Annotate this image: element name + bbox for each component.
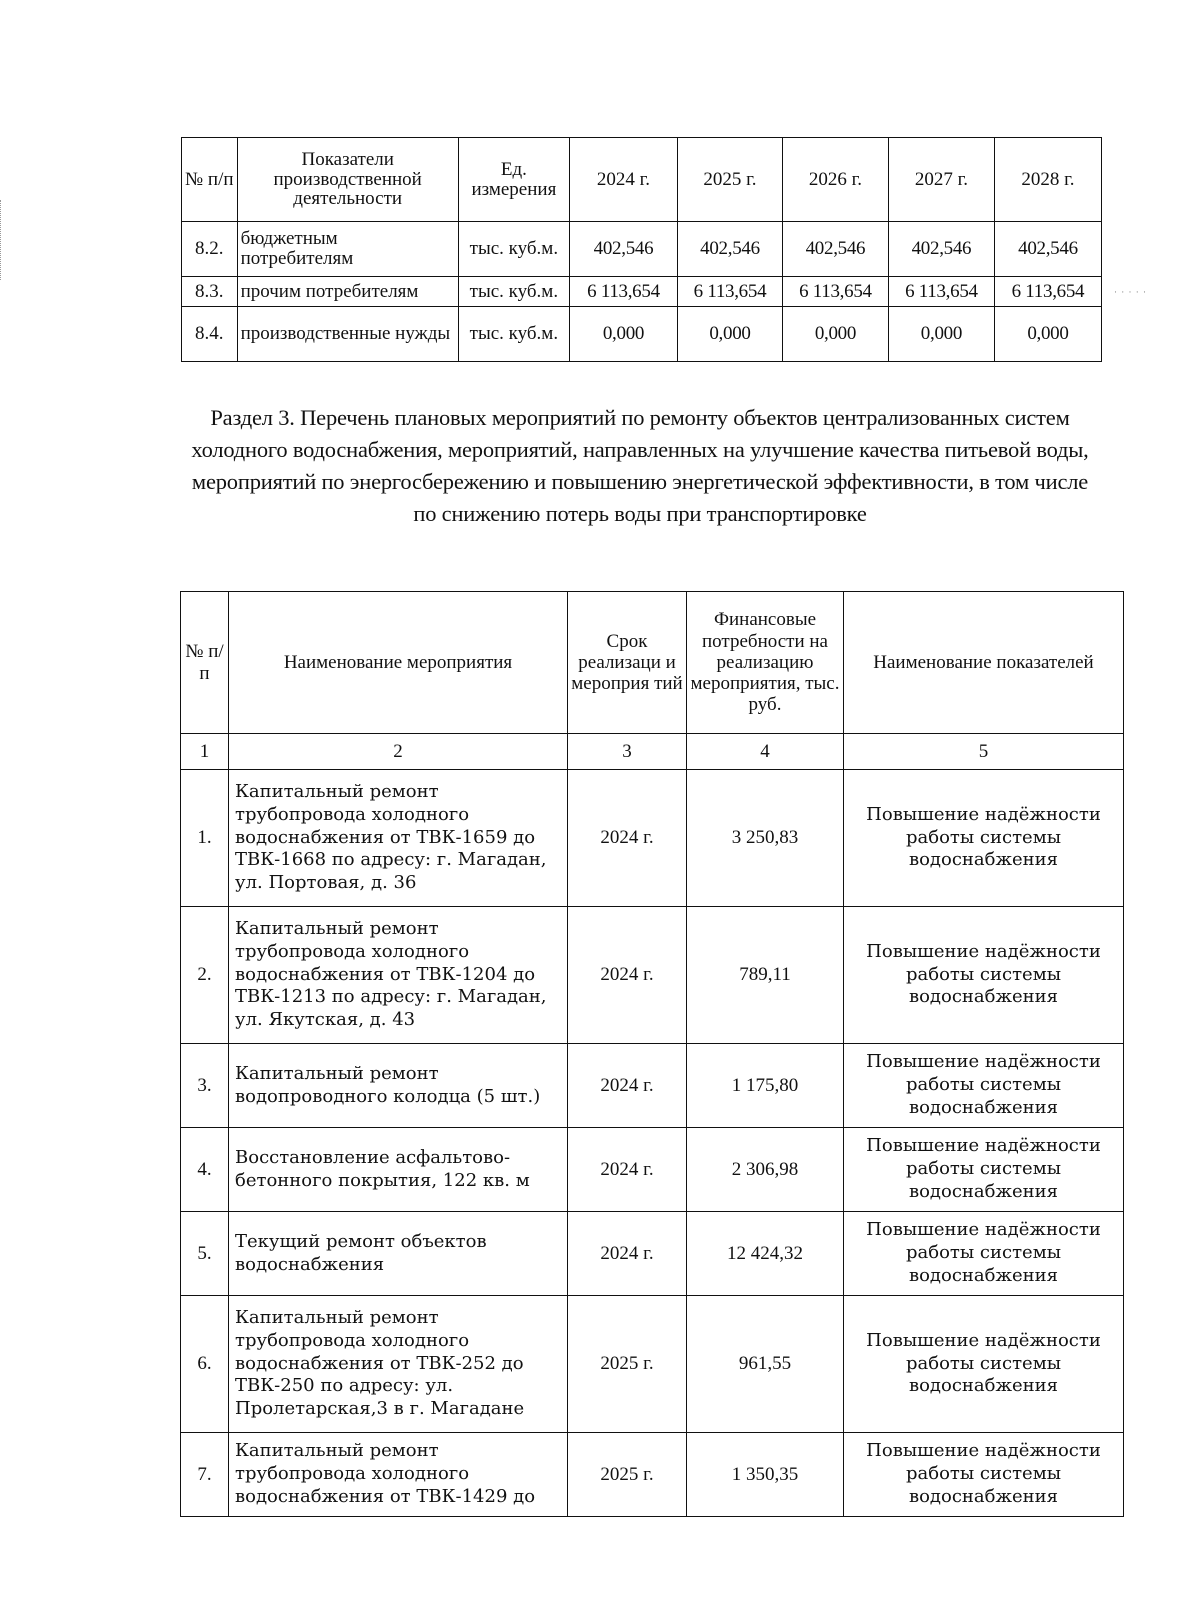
measure-name: Капитальный ремонт трубопровода холодного водоснабжения от ТВК-1429 до	[229, 1433, 568, 1517]
table2-header-num: № п/п	[181, 592, 229, 734]
row-number: 8.2.	[182, 222, 238, 277]
table-row	[181, 1044, 1124, 1128]
measure-amount: 12 424,32	[687, 1212, 844, 1296]
row-number: 2.	[181, 907, 229, 1044]
measure-term: 2025 г.	[568, 1433, 687, 1517]
table-row	[182, 222, 1102, 277]
table2-header-row	[181, 592, 1124, 734]
table2-header-amount: Финансовые потребности на реализацию мероприятия, тыс. руб.	[687, 592, 844, 734]
scan-noise-mark: · · · · ·	[1114, 287, 1147, 297]
measure-name: Капитальный ремонт трубопровода холодного водоснабжения от ТВК-1204 до ТВК-1213 по адресу: г. Магадан, ул. Якутская, д. 43	[229, 907, 568, 1044]
table2-header-term: Срок реализаци и мероприя тий	[568, 592, 687, 734]
column-number: 4	[687, 734, 844, 770]
table1-header-num: № п/п	[182, 138, 238, 222]
table-row	[181, 1296, 1124, 1433]
table2-column-numbers-row	[181, 734, 1124, 770]
row-number: 5.	[181, 1212, 229, 1296]
measure-indicator: Повышение надёжности работы системы водоснабжения	[844, 1128, 1124, 1212]
table1-header-2025: 2025 г.	[678, 138, 783, 222]
measure-amount: 2 306,98	[687, 1128, 844, 1212]
table1-header-2027: 2027 г.	[888, 138, 994, 222]
measure-indicator: Повышение надёжности работы системы водоснабжения	[844, 1433, 1124, 1517]
value-2024: 402,546	[569, 222, 677, 277]
measure-term: 2024 г.	[568, 1212, 687, 1296]
value-2025: 0,000	[678, 307, 783, 362]
measure-term: 2024 г.	[568, 907, 687, 1044]
measure-term: 2024 г.	[568, 770, 687, 907]
measure-term: 2024 г.	[568, 1044, 687, 1128]
table-row	[182, 277, 1102, 307]
measure-amount: 961,55	[687, 1296, 844, 1433]
value-2025: 402,546	[678, 222, 783, 277]
row-number: 4.	[181, 1128, 229, 1212]
row-unit: тыс. куб.м.	[458, 222, 569, 277]
table1-header-2026: 2026 г.	[782, 138, 888, 222]
value-2026: 0,000	[782, 307, 888, 362]
table1-header-unit: Ед. измерения	[458, 138, 569, 222]
measure-term: 2024 г.	[568, 1128, 687, 1212]
row-indicator: производственные нужды	[237, 307, 458, 362]
table1-header-row	[182, 138, 1102, 222]
value-2027: 6 113,654	[888, 277, 994, 307]
row-number: 7.	[181, 1433, 229, 1517]
value-2026: 6 113,654	[782, 277, 888, 307]
measure-amount: 789,11	[687, 907, 844, 1044]
row-number: 8.3.	[182, 277, 238, 307]
measure-term: 2025 г.	[568, 1296, 687, 1433]
table1-header-2028: 2028 г.	[994, 138, 1101, 222]
row-number: 6.	[181, 1296, 229, 1433]
value-2027: 0,000	[888, 307, 994, 362]
column-number: 3	[568, 734, 687, 770]
row-number: 1.	[181, 770, 229, 907]
table-row	[181, 1128, 1124, 1212]
table1-header-indicator: Показатели производственной деятельности	[237, 138, 458, 222]
value-2028: 0,000	[994, 307, 1101, 362]
column-number: 5	[844, 734, 1124, 770]
column-number: 2	[229, 734, 568, 770]
value-2024: 0,000	[569, 307, 677, 362]
table1-header-2024: 2024 г.	[569, 138, 677, 222]
value-2025: 6 113,654	[678, 277, 783, 307]
row-number: 8.4.	[182, 307, 238, 362]
section-heading: Раздел 3. Перечень плановых мероприятий по ремонту объектов централизованных систем холодного водоснабжения, мероприятий, направленных на улучшение качества питьевой воды, мероприятий по энергосбережению и повышению энергетической эффективности, в том числе по снижению потерь воды при транспортировке	[191, 405, 1089, 526]
row-number: 3.	[181, 1044, 229, 1128]
measure-amount: 1 175,80	[687, 1044, 844, 1128]
scan-edge-mark	[0, 200, 4, 280]
measure-indicator: Повышение надёжности работы системы водоснабжения	[844, 1296, 1124, 1433]
table-row	[181, 1212, 1124, 1296]
row-indicator: прочим потребителям	[237, 277, 458, 307]
row-unit: тыс. куб.м.	[458, 277, 569, 307]
table2-header-indicator: Наименование показателей	[844, 592, 1124, 734]
table-row	[182, 307, 1102, 362]
measure-indicator: Повышение надёжности работы системы водоснабжения	[844, 1212, 1124, 1296]
row-indicator: бюджетным потребителям	[237, 222, 458, 277]
production-indicators-table	[181, 137, 1102, 362]
measure-indicator: Повышение надёжности работы системы водоснабжения	[844, 907, 1124, 1044]
value-2026: 402,546	[782, 222, 888, 277]
measure-indicator: Повышение надёжности работы системы водоснабжения	[844, 770, 1124, 907]
measure-indicator: Повышение надёжности работы системы водоснабжения	[844, 1044, 1124, 1128]
measure-name: Капитальный ремонт трубопровода холодного водоснабжения от ТВК-252 до ТВК-250 по адресу: ул. Пролетарская,3 в г. Магадане	[229, 1296, 568, 1433]
row-unit: тыс. куб.м.	[458, 307, 569, 362]
column-number: 1	[181, 734, 229, 770]
measure-name: Текущий ремонт объектов водоснабжения	[229, 1212, 568, 1296]
measure-amount: 3 250,83	[687, 770, 844, 907]
value-2028: 6 113,654	[994, 277, 1101, 307]
table-row	[181, 1433, 1124, 1517]
measure-name: Восстановление асфальтово-бетонного покрытия, 122 кв. м	[229, 1128, 568, 1212]
table-row	[181, 907, 1124, 1044]
measure-amount: 1 350,35	[687, 1433, 844, 1517]
planned-measures-table	[180, 591, 1124, 1517]
value-2024: 6 113,654	[569, 277, 677, 307]
measure-name: Капитальный ремонт трубопровода холодного водоснабжения от ТВК-1659 до ТВК-1668 по адресу: г. Магадан, ул. Портовая, д. 36	[229, 770, 568, 907]
value-2028: 402,546	[994, 222, 1101, 277]
measure-name: Капитальный ремонт водопроводного колодца (5 шт.)	[229, 1044, 568, 1128]
table-row	[181, 770, 1124, 907]
table2-header-name: Наименование мероприятия	[229, 592, 568, 734]
value-2027: 402,546	[888, 222, 994, 277]
